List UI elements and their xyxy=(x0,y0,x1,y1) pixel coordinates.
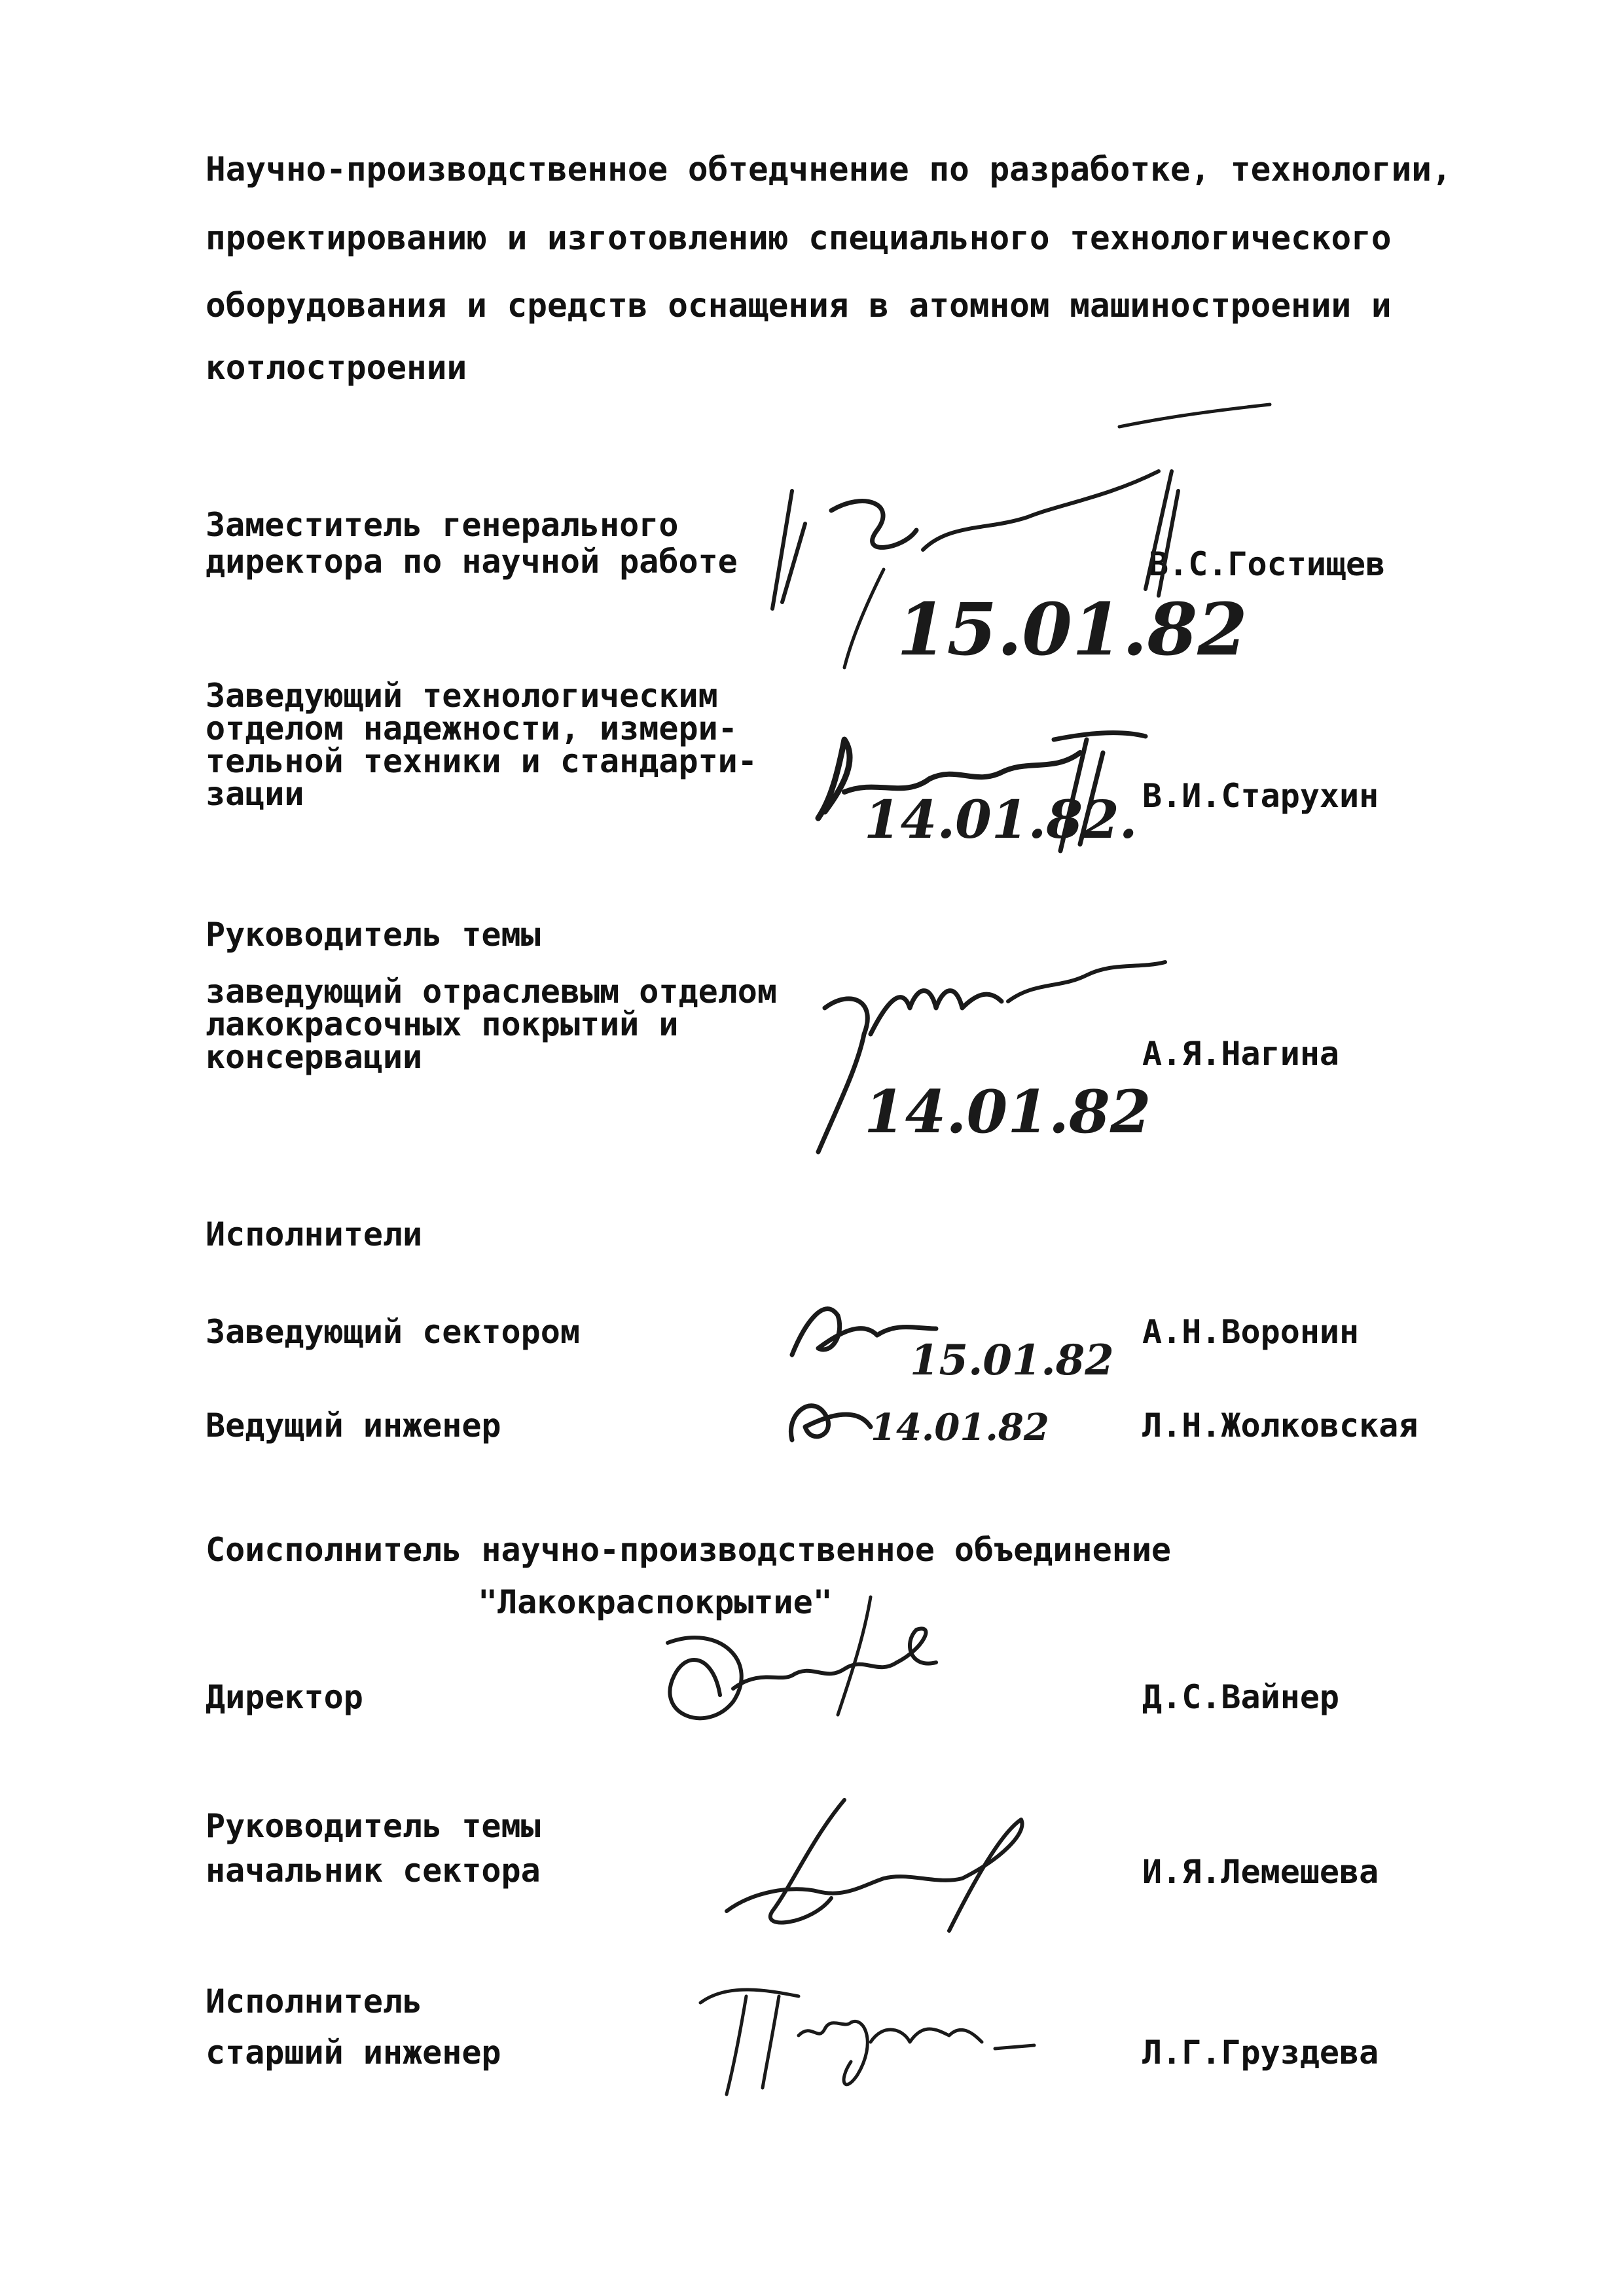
handwritten-signature xyxy=(772,1374,1074,1460)
position-title: Исполнитель xyxy=(206,1982,423,2020)
organization-line: оборудования и средств оснащения в атомном машиностроении и xyxy=(206,287,1392,325)
signatory-name: В.И.Старухин xyxy=(1142,777,1379,815)
position-title: Заведующий сектором xyxy=(206,1313,580,1351)
position-title: тельной техники и стандарти- xyxy=(206,742,757,780)
signatory-name: В.С.Гостищев xyxy=(1149,545,1386,583)
position-title: старший инженер xyxy=(206,2034,501,2072)
handwritten-signature xyxy=(799,936,1165,1165)
signatory-name: И.Я.Лемешева xyxy=(1142,1853,1379,1891)
position-title: зации xyxy=(206,775,304,813)
signatory-name: Л.Н.Жолковская xyxy=(1142,1407,1418,1444)
position-title: Заведующий технологическим xyxy=(206,677,718,715)
handwritten-signature xyxy=(687,1964,1054,2108)
section-heading: Исполнители xyxy=(206,1215,423,1253)
signature-date: 15.01.82 xyxy=(910,1336,1114,1385)
co-executor-line: Соисполнитель научно-производственное объединение xyxy=(206,1531,1172,1569)
signature-date: 14.01.82. xyxy=(864,789,1138,850)
position-title: начальник сектора xyxy=(206,1852,541,1890)
signatory-name: Л.Г.Груздева xyxy=(1142,2034,1379,2072)
handwritten-signature xyxy=(713,1780,1054,1944)
co-executor-organization: "Лакокраспокрытие" xyxy=(478,1583,833,1621)
signature-date: 14.01.82 xyxy=(871,1406,1049,1449)
organization-line: котлостроении xyxy=(206,349,467,387)
organization-line: проектированию и изготовлению специального технологического xyxy=(206,219,1392,258)
position-title: консервации xyxy=(206,1038,423,1076)
signatory-name: Д.С.Вайнер xyxy=(1142,1678,1340,1716)
position-title: Ведущий инженер xyxy=(206,1407,501,1444)
organization-line: Научно-производственное обтедчнение по разработке, технологии, xyxy=(206,151,1452,189)
signatory-name: А.Я.Нагина xyxy=(1142,1035,1340,1073)
position-title: Заместитель генерального xyxy=(206,506,679,544)
position-title: Директор xyxy=(206,1678,363,1716)
position-title: отделом надежности, измери- xyxy=(206,709,738,747)
handwritten-signature xyxy=(779,1283,1114,1385)
position-title: директора по научной работе xyxy=(206,543,738,581)
signature-date: 14.01.82 xyxy=(864,1077,1151,1147)
position-title: Руководитель темы xyxy=(206,916,541,954)
handwritten-signature xyxy=(753,393,1263,674)
position-title: заведующий отраслевым отделом xyxy=(206,973,777,1011)
signature-date: 15.01.82 xyxy=(897,587,1248,672)
handwritten-signature xyxy=(805,713,1146,857)
position-title: лакокрасочных покрытий и xyxy=(206,1005,679,1043)
signatory-name: А.Н.Воронин xyxy=(1142,1313,1360,1351)
position-title: Руководитель темы xyxy=(206,1807,541,1845)
handwritten-signature xyxy=(628,1584,969,1741)
